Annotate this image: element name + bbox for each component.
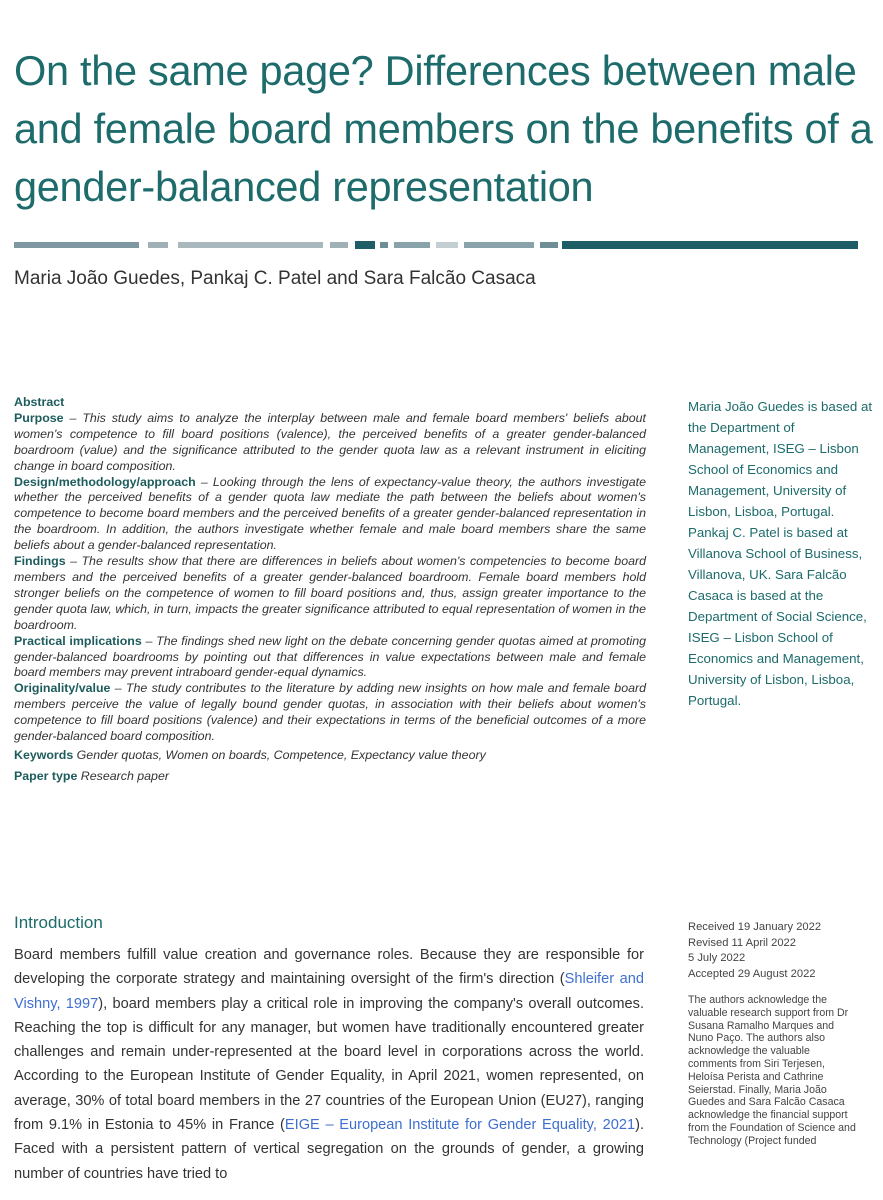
purpose-label: Purpose [14,410,64,425]
paper-type-label: Paper type [14,768,78,783]
findings-text: – The results show that there are differences in beliefs about women's competencies to become board members and the perceived benefits of a greater gender-balanced boardroom. Female board members hold stronger beliefs on the competence of women to fill board positions and, thus, assign greater importance to the gender quota law, which, in turn, impacts the greater significance attributed to equal representation of women in the boardroom. [14,554,646,632]
revised-date-2: 5 July 2022 [688,952,746,964]
practical-text: – The findings shed new light on the debate concerning gender quotas aimed at promoting gender-balanced boardrooms by pointing out that differences in value expectations between male and female board members may prevent intraboard gender-equal dynamics. [14,633,646,680]
received-date: Received 19 January 2022 [688,921,822,933]
author-list: Maria João Guedes, Pankaj C. Patel and Sara Falcão Casaca [14,268,536,289]
title-rule [14,240,858,250]
intro-text: Board members fulfill value creation and governance roles. Because they are responsible for developing the corporate strategy and maintaining oversight of the firm's direction ( [14,947,644,988]
abstract-findings [14,554,646,634]
paper-type-text: Research paper [77,768,169,783]
paper-title: On the same page? Differences between male and female board members on the benefits of a gender-balanced representation [14,47,873,210]
abstract-heading: Abstract [14,395,65,409]
article-history [688,920,878,982]
design-text: – Looking through the lens of expectancy-value theory, the authors investigate whether the perceived benefits of a gender quota law mediate the path between the beliefs about women's competence to become board members and the perceived benefits of a greater gender-balanced representation in the boardroom. In addition, the authors investigate whether female and male board members share the same beliefs about a gender-balanced representation. [14,474,646,553]
abstract-design [14,475,646,555]
introduction-heading: Introduction [14,913,103,932]
author-affiliation: Maria João Guedes is based at the Department of Management, ISEG – Lisbon School of Economics and Management, University of Lisbon, Lisboa, Portugal. Pankaj C. Patel is based at Villanova School of Business, Villanova, UK. Sara Falcão Casaca is based at the Department of Social Science, ISEG – Lisbon School of Economics and Management, University of Lisbon, Lisboa, Portugal. [688,399,873,708]
acknowledgement: The authors acknowledge the valuable research support from Dr Susana Ramalho Marques and Nuno Paço. The authors also acknowledge the valuable comments from Siri Terjesen, Heloísa Perista and Cathrine Seierstad. Finally, Maria João Guedes and Sara Falcão Casaca acknowledge the financial support from the Foundation of Science and Technology (Project funded [688,994,856,1147]
findings-label: Findings [14,554,66,569]
introduction-body [14,943,644,1186]
originality-label: Originality/value [14,681,111,696]
purpose-text: – This study aims to analyze the interplay between male and female board members' beliefs about women's competence to fill board positions (valence), the perceived benefits of a greater gender-balanced boardroom (value) and the significance attributed to the gender quota law as a relevant instrument in eliciting change in board composition. [14,410,646,473]
abstract-practical [14,634,646,682]
abstract-paper-type [14,769,646,785]
design-label: Design/methodology/approach [14,474,196,489]
keywords-text: Gender quotas, Women on boards, Competence, Expectancy value theory [73,747,486,762]
citation-link[interactable]: Shleifer and Vishny, 1997 [14,971,644,1012]
abstract-keywords [14,748,646,764]
intro-text: ). Faced with a persistent pattern of vertical segregation on the grounds of gender, a growing number of countries have tried to [14,1117,644,1182]
abstract-purpose [14,411,646,475]
accepted-date: Accepted 29 August 2022 [688,967,816,980]
keywords-label: Keywords [14,747,74,762]
originality-text: – The study contributes to the literature by adding new insights on how male and female board members perceive the value of legally bound gender quotas, in association with their beliefs about women's competence to fill board positions (valence) and their expectations in terms of the beneficial outcomes of a more gender-balanced board composition. [14,681,646,744]
abstract-section [14,395,646,785]
revised-date: Revised 11 April 2022 [688,936,797,949]
citation-link[interactable]: EIGE – European Institute for Gender Equality, 2021 [284,1117,636,1134]
abstract-originality [14,681,646,745]
practical-label: Practical implications [14,633,142,648]
intro-text: ), board members play a critical role in improving the company's overall outcomes. Reaching the top is difficult for any manager, but women have traditionally encountered greater challenges and remain under-represented at the board level in corporations across the world. According to the European Institute of Gender Equality, in April 2021, women represented, on average, 30% of total board members in the 27 countries of the European Union (EU27), ranging from 9.1% in Estonia to 45% in France ( [14,995,645,1134]
